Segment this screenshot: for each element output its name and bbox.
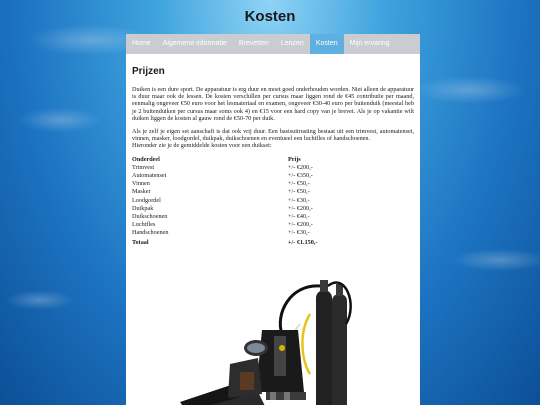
- row-item: Automatenset: [132, 172, 167, 180]
- row-item: Loodgordel: [132, 196, 161, 204]
- row-item: Vinnen: [132, 180, 150, 188]
- row-item: Duikschoenen: [132, 212, 168, 220]
- nav-item-kosten[interactable]: Kosten: [310, 34, 344, 54]
- row-price: +/- €30,-: [288, 228, 310, 236]
- table-row: [132, 188, 317, 196]
- table-intro: Hieronder zie je de gemiddelde kosten voor een duikset:: [132, 142, 272, 150]
- column-header-onderdeel: Onderdeel: [132, 156, 160, 164]
- row-price: +/- €350,-: [288, 172, 313, 180]
- total-label: Totaal: [132, 239, 149, 247]
- row-price: +/- €50,-: [288, 188, 310, 196]
- row-item: Luchtfles: [132, 220, 156, 228]
- total-price: +/- €1.150,-: [288, 239, 318, 247]
- page-heading: Prijzen: [132, 66, 165, 77]
- row-price: +/- €30,-: [288, 196, 310, 204]
- row-item: Trimvest: [132, 164, 155, 172]
- row-item: Duikpak: [132, 204, 154, 212]
- cost-table: [132, 156, 317, 247]
- content-panel: [126, 54, 420, 405]
- row-price: +/- €200,-: [288, 164, 313, 172]
- diving-gear-image: [170, 274, 370, 405]
- intro-paragraph: Duiken is een dure sport. De apparatuur is erg duur en moet goed onderhouden worden. Niet alleen de apparatuur is duur maar ook de lessen. De kosten verschillen per cursus maar liggen rond de €45 contributie per maand, eenmalig ongeveer €50 euro voor het lesmateriaal en examen, ongeveer €30-40 euro per buitenduik (meestal heb je 2 buitenduiken per cursus maar soms ook 4) en €15 voor een hard copy van je brevet. Als je op vakantie wilt duiken liggen de kosten al gauw rond de €50-70 per duik.: [132, 86, 414, 122]
- table-row: [132, 212, 317, 220]
- site-title: Kosten: [244, 8, 296, 25]
- table-row: [132, 172, 317, 180]
- nav-item-brevetten[interactable]: Brevetten: [238, 40, 269, 47]
- nav-item-mijn-ervaring[interactable]: Mijn ervaring: [349, 40, 390, 47]
- row-price: +/- €200,-: [288, 220, 313, 228]
- table-header-row: [132, 156, 317, 164]
- row-item: Handschoenen: [132, 228, 169, 236]
- row-item: Masker: [132, 188, 151, 196]
- table-row: [132, 164, 317, 172]
- row-price: +/- €40,-: [288, 212, 310, 220]
- row-price: +/- €200,-: [288, 204, 313, 212]
- nav-item-home[interactable]: Home: [132, 40, 151, 47]
- nav-item-algemene-informatie[interactable]: Algemene informatie: [162, 40, 227, 47]
- row-price: +/- €50,-: [288, 180, 310, 188]
- table-row: [132, 204, 317, 212]
- table-row: [132, 196, 317, 204]
- nav-item-lenzen[interactable]: Lenzen: [280, 40, 304, 47]
- table-row: [132, 180, 317, 188]
- column-header-prijs: Prijs: [288, 156, 301, 164]
- table-total-row: [132, 236, 317, 246]
- equipment-paragraph: Als je zelf je eigen set aanschaft is dat ook vrij duur. Een basisuitrusting bestaat uit een trimvest, automatenset, vinnen, masker, loodgordel, duikpak, duikschoenen en eventueel een luchtfles of handschoenen.: [132, 128, 414, 143]
- table-row: [132, 220, 317, 228]
- main-nav: [126, 34, 420, 54]
- table-row: [132, 228, 317, 236]
